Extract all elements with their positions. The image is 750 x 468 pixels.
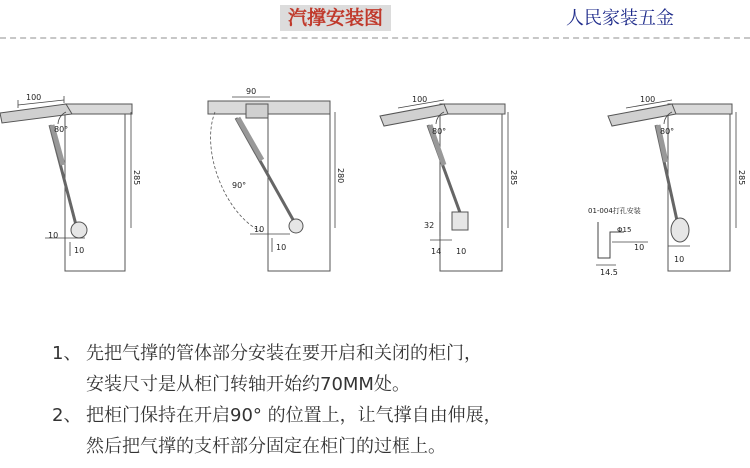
- step-text-line2: 安装尺寸是从柜门转轴开始约70MM处。: [86, 374, 410, 395]
- dim-height-b: 280: [336, 168, 345, 184]
- mount-b: [289, 219, 303, 233]
- cabinet-top-a: [65, 104, 132, 114]
- instruction-step-2: [52, 400, 692, 431]
- cabinet-top-b: [208, 101, 330, 114]
- door-c: [380, 104, 448, 126]
- cabinet-top-c: [440, 104, 505, 114]
- instructions: [52, 338, 692, 462]
- dim-width-a: 100: [26, 93, 42, 102]
- instruction-step-1: [52, 338, 692, 369]
- diameter-label-d: Φ15: [617, 226, 632, 234]
- dim-offset-c-d: 10: [674, 255, 685, 264]
- brand-name: 人民家装五金: [566, 8, 674, 29]
- door-a: [0, 104, 72, 123]
- dim-offset-v-a: 10: [74, 246, 85, 255]
- cabinet-d: [668, 110, 730, 271]
- dim-width-b: 90: [246, 87, 257, 96]
- door-b: [246, 104, 268, 118]
- dim-offset-v-b: 10: [276, 243, 287, 252]
- angle-label-a: 80°: [54, 125, 69, 134]
- dim-offset-v-c: 32: [424, 221, 435, 230]
- diagram-b: [208, 87, 345, 271]
- dim-offset-h-b: 10: [254, 225, 265, 234]
- bracket-c: [452, 212, 468, 230]
- header-divider: [0, 37, 750, 39]
- step-number: 2、: [52, 405, 82, 426]
- step-text-line1: 把柜门保持在开启90° 的位置上，让气撑自由伸展，: [86, 405, 502, 426]
- mount-d: [671, 218, 689, 242]
- diagram-c: [380, 95, 518, 271]
- installation-diagrams: [0, 60, 750, 330]
- step-text-line2: 然后把气撑的支杆部分固定在柜门的过框上。: [86, 436, 446, 457]
- part-label-d: 01-004打孔安装: [588, 207, 641, 215]
- angle-label-d: 80°: [660, 127, 675, 136]
- dim-width-c: 100: [412, 95, 428, 104]
- cabinet-top-d: [668, 104, 732, 114]
- dim-height-a: 285: [132, 170, 141, 186]
- dim-height-d: 285: [737, 170, 746, 186]
- diagram-d: [588, 95, 746, 277]
- angle-label-b: 90°: [232, 181, 247, 190]
- dim-height-c: 285: [509, 170, 518, 186]
- dim-offset-h2-c: 10: [456, 247, 467, 256]
- diagram-a: [0, 93, 141, 271]
- strut-rod-b: [238, 118, 262, 160]
- door-d: [608, 104, 676, 126]
- page-title: 汽撑安装图: [280, 5, 391, 31]
- dim-offset-h1-c: 14: [431, 247, 442, 256]
- header: [0, 0, 750, 36]
- step-text-line1: 先把气撑的管体部分安装在要开启和关闭的柜门，: [86, 343, 482, 364]
- dim-width-d: 100: [640, 95, 656, 104]
- cabinet-c: [440, 110, 502, 271]
- angle-label-c: 80°: [432, 127, 447, 136]
- step-number: 1、: [52, 343, 82, 364]
- dim-offset-b-d: 14.5: [600, 268, 618, 277]
- dim-offset-h-a: 10: [48, 231, 59, 240]
- mount-a: [71, 222, 87, 238]
- swing-arc-b: [211, 112, 265, 234]
- dim-offset-a-d: 10: [634, 243, 645, 252]
